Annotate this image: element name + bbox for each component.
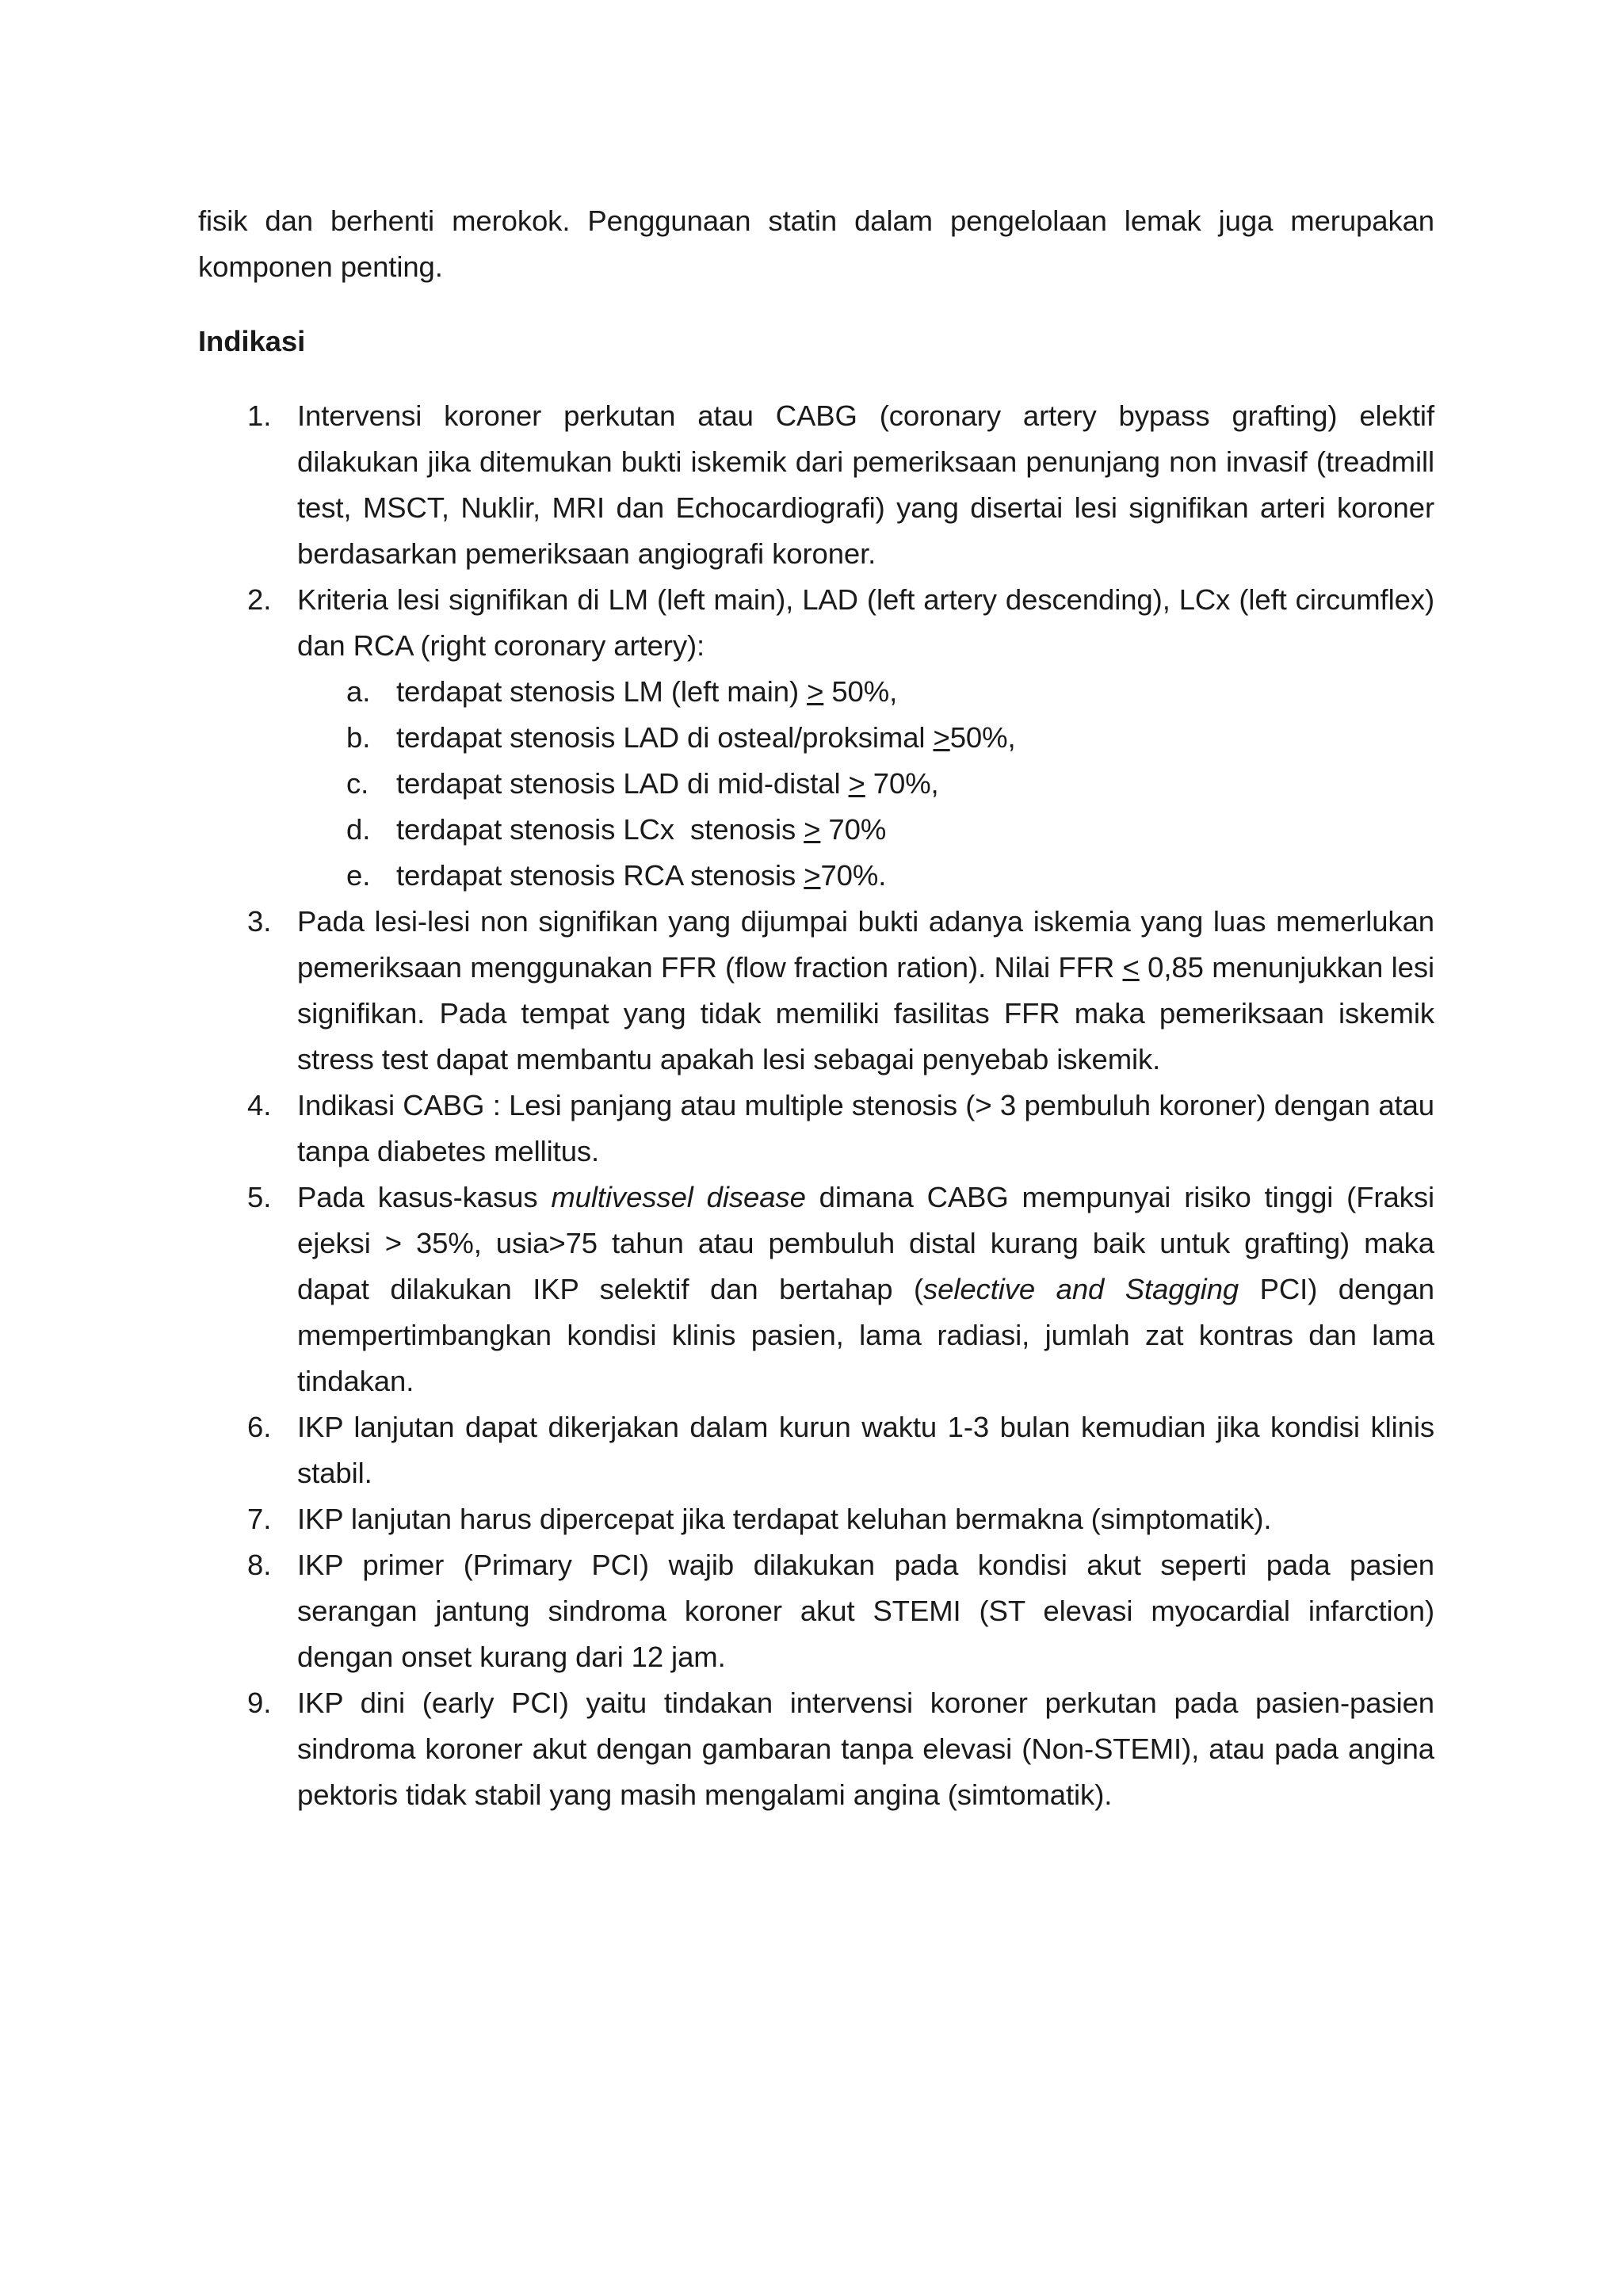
item-number: 1. bbox=[247, 399, 272, 432]
item-text: Pada kasus-kasus multivessel disease dimana CABG mempunyai risiko tinggi (Fraksi ejeksi > 35%, usia>75 tahun atau pembuluh distal kurang baik untuk grafting) maka dapat dilakukan IKP selektif dan bertahap (selective and Stagging PCI) dengan mempertimbangkan kondisi klinis pasien, lama radiasi, jumlah zat kontras dan lama tindakan. bbox=[297, 1181, 1434, 1397]
item-number: 2. bbox=[247, 583, 272, 616]
sublist-item: e. terdapat stenosis RCA stenosis >70%. bbox=[297, 853, 1434, 899]
item-text: IKP lanjutan dapat dikerjakan dalam kurun waktu 1-3 bulan kemudian jika kondisi klinis stabil. bbox=[297, 1411, 1434, 1489]
sublist-item: b. terdapat stenosis LAD di osteal/proksimal >50%, bbox=[297, 715, 1434, 761]
item-number: 8. bbox=[247, 1549, 272, 1581]
item-number: 3. bbox=[247, 905, 272, 938]
sub-letter: b. bbox=[346, 721, 371, 754]
intro-paragraph: fisik dan berhenti merokok. Penggunaan statin dalam pengelolaan lemak juga merupakan komponen penting. bbox=[198, 204, 1434, 283]
item-text: IKP dini (early PCI) yaitu tindakan intervensi koroner perkutan pada pasien-pasien sindroma koroner akut dengan gambaran tanpa elevasi (Non-STEMI), atau pada angina pektoris tidak stabil yang masih mengalami angina (simtomatik). bbox=[297, 1687, 1434, 1811]
list-item bbox=[198, 1542, 1434, 1680]
item-number: 6. bbox=[247, 1411, 272, 1443]
list-item bbox=[198, 1404, 1434, 1496]
list-item bbox=[198, 1496, 1434, 1542]
item-text: IKP primer (Primary PCI) wajib dilakukan pada kondisi akut seperti pada pasien serangan jantung sindroma koroner akut STEMI (ST elevasi myocardial infarction) dengan onset kurang dari 12 jam. bbox=[297, 1549, 1434, 1673]
item-number: 7. bbox=[247, 1503, 272, 1535]
criteria-sublist bbox=[297, 669, 1434, 899]
list-item bbox=[198, 899, 1434, 1083]
list-item bbox=[198, 1175, 1434, 1404]
gte-symbol: > bbox=[848, 767, 865, 800]
item-number: 5. bbox=[247, 1181, 272, 1213]
sublist-item: a. terdapat stenosis LM (left main) > 50%, bbox=[297, 669, 1434, 715]
item-text: Kriteria lesi signifikan di LM (left main), LAD (left artery descending), LCx (left circumflex) dan RCA (right coronary artery): bbox=[297, 583, 1434, 662]
indication-list bbox=[198, 393, 1434, 1818]
sublist-item: c. terdapat stenosis LAD di mid-distal > 70%, bbox=[297, 761, 1434, 807]
lte-symbol: < bbox=[1122, 951, 1140, 984]
item-text: IKP lanjutan harus dipercepat jika terdapat keluhan bermakna (simptomatik). bbox=[297, 1503, 1272, 1535]
italic-term: multivessel disease bbox=[551, 1181, 806, 1213]
item-number: 4. bbox=[247, 1089, 272, 1121]
list-item bbox=[198, 1083, 1434, 1175]
sublist-item: d. terdapat stenosis LCx stenosis > 70% bbox=[297, 807, 1434, 853]
item-number: 9. bbox=[247, 1687, 272, 1719]
list-item bbox=[198, 393, 1434, 577]
gte-symbol: > bbox=[933, 721, 950, 754]
item-text: Intervensi koroner perkutan atau CABG (coronary artery bypass grafting) elektif dilakukan jika ditemukan bukti iskemik dari pemeriksaan penunjang non invasif (treadmill test, MSCT, Nuklir, MRI dan Echocardiografi) yang disertai lesi signifikan arteri koroner berdasarkan pemeriksaan angiografi koroner. bbox=[297, 399, 1434, 570]
document-page bbox=[198, 198, 1434, 1818]
gte-symbol: > bbox=[807, 675, 824, 708]
sub-letter: e. bbox=[346, 859, 371, 892]
sub-letter: c. bbox=[346, 767, 369, 800]
italic-term: selective and Stagging bbox=[923, 1273, 1239, 1305]
section-heading: Indikasi bbox=[198, 325, 306, 357]
list-item bbox=[198, 1680, 1434, 1818]
gte-symbol: > bbox=[804, 813, 821, 846]
gte-symbol: > bbox=[804, 859, 821, 892]
item-text: Pada lesi-lesi non signifikan yang dijumpai bukti adanya iskemia yang luas memerlukan pemeriksaan menggunakan FFR (flow fraction ration). Nilai FFR < 0,85 menunjukkan lesi signifikan. Pada tempat yang tidak memiliki fasilitas FFR maka pemeriksaan iskemik stress test dapat membantu apakah lesi sebagai penyebab iskemik. bbox=[297, 905, 1434, 1075]
sub-letter: d. bbox=[346, 813, 371, 846]
item-text: Indikasi CABG : Lesi panjang atau multiple stenosis (> 3 pembuluh koroner) dengan atau tanpa diabetes mellitus. bbox=[297, 1089, 1434, 1167]
sub-letter: a. bbox=[346, 675, 371, 708]
list-item bbox=[198, 577, 1434, 899]
